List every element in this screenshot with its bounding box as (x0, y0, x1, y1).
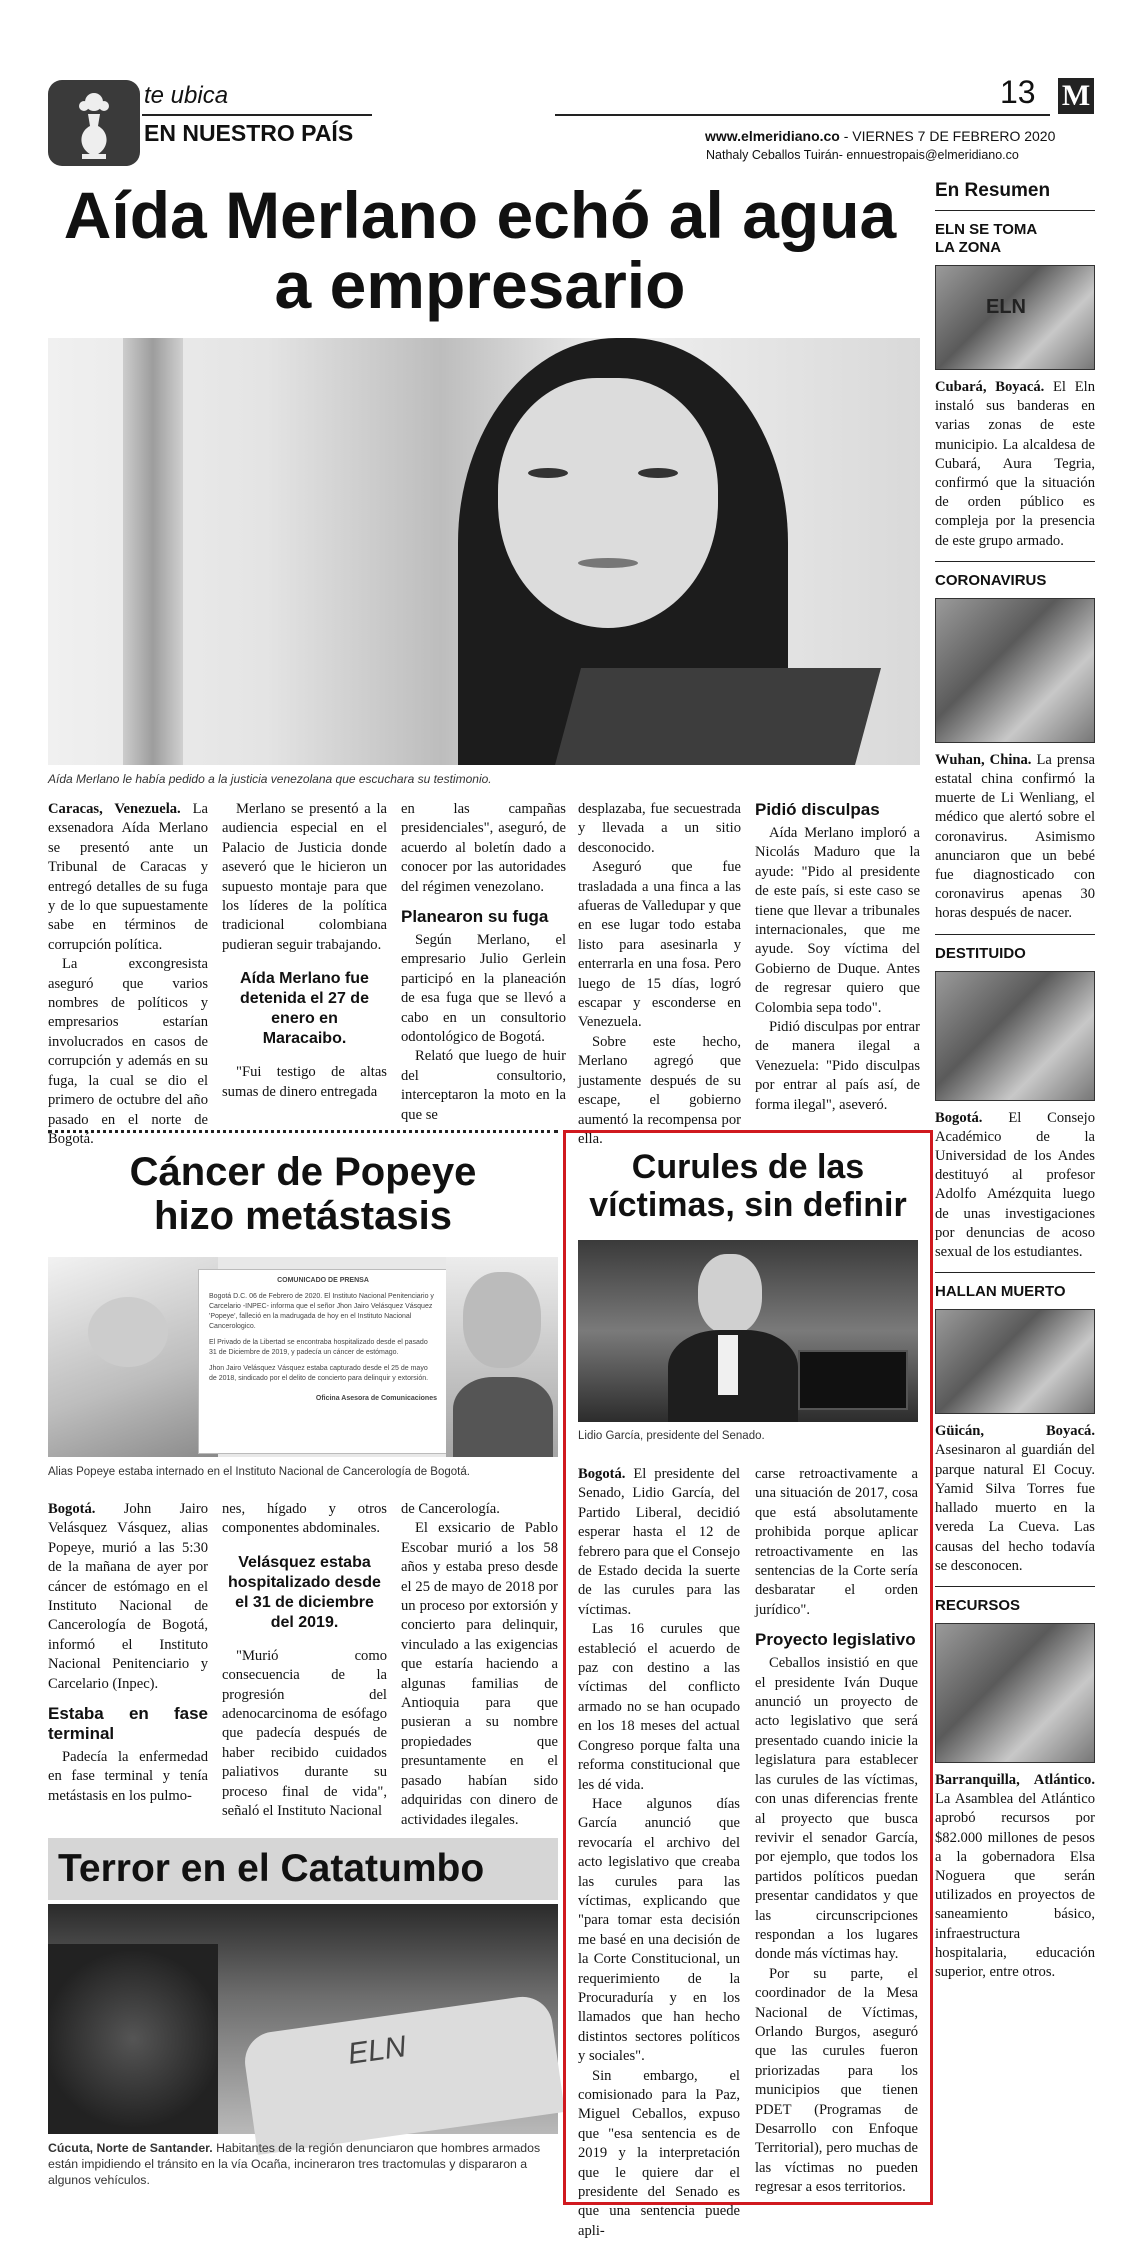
date-line (705, 128, 1055, 144)
issue-date: - VIERNES 7 DE FEBRERO 2020 (839, 128, 1056, 144)
section-divider (48, 1130, 558, 1133)
main-col-1 (48, 800, 208, 1149)
subheading: Planearon su fuga (401, 907, 549, 927)
main-headline: Aída Merlano echó al agua a empresario (63, 178, 897, 322)
main-col3-p3: Relató que luego de huir del consultorio, interceptaron la moto en la que se (401, 1048, 566, 1123)
coronavirus-photo (935, 598, 1095, 743)
popeye-col3-p2: El exsicario de Pablo Escobar murió a los 58 años y estaba preso desde el 25 de mayo de 2018 por un proceso por extorsión y concierto para delinquir, vinculado a las exigencias que estaría haciendo a algunas familias de Antioquia para que pusieran a su nombre propiedades que presuntamente en el pasado habían sido adquiridas con dinero de actividades ilegales. (401, 1520, 558, 1828)
popeye-col1-p2: Padecía la enfermedad en fase terminal y tenía metástasis en los pulmo- (48, 1749, 208, 1804)
merlano-photo (48, 338, 920, 765)
curules-col1-p2: Las 16 curules que estableció el acuerdo de paz con destino a las víctimas del conflicto armado no se han ocupado en los 18 meses del actual Congreso porque falta una reforma constitucional que les dé vida. (578, 1621, 740, 1793)
popeye-headline: Cáncer de Popeye hizo metástasis (129, 1150, 477, 1238)
curules-col2-p1: carse retroactivamente a una situación de 2017, cosa que está absolutamente prohibida porque aplicar retroactivamente en las sentencias de la Corte sería desbaratar el orden jurídico". (755, 1466, 918, 1618)
main-col1-p1: Caracas, Venezuela. La exsenadora Aída Merlano se presentó ante un Tribunal de Caracas y entregó detalles de su fuga y de lo que supuestamente sabe en términos de corrupción política. (48, 801, 208, 953)
curules-col2-p3: Por su parte, el coordinador de la Mesa Nacional de Víctimas, Orlando Burgos, aseguró que las curules fueron priorizadas para los municipios que tienen PDET (Programas de Desarrollo con Enfoque Territorial), pero muchas de las víctimas no pueden regresar a esos territorios. (755, 1965, 918, 2196)
newspaper-logo: M (1058, 78, 1094, 114)
dateline: Caracas, Venezuela. (48, 801, 181, 817)
eln-photo: ELN (935, 265, 1095, 370)
main-col4-p3: Sobre este hecho, Merlano agregó que justamente después de su escape, el gobierno aumentó la recompensa por ella. (578, 1033, 741, 1147)
pull-quote: Velásquez estaba hospitalizado desde el 31 de diciembre del 2019. (228, 1553, 381, 1631)
page-number: 13 (1000, 74, 1036, 110)
sidebar-title: En Resumen (935, 180, 1051, 201)
popeye-photo-caption: Alias Popeye estaba internado en el Instituto Nacional de Cancerología de Bogotá. (48, 1466, 470, 1478)
main-col3-p1: en las campañas presidenciales", aseguró, de acuerdo al boletín dado a conocer por las autoridades del régimen venezolano. (401, 801, 566, 895)
popeye-col-1 (48, 1500, 208, 1806)
main-col1-p2: La excongresista aseguró que varios nombres de políticos y empresarios estarían involucrados en casos de corrupción y además en su fuga, la cual se dio el primero de octubre del año pasado en el norte de Bogotá. (48, 956, 208, 1147)
assembly-photo (935, 1623, 1095, 1763)
catatumbo-photo (48, 1904, 558, 2134)
subheading: Proyecto legislativo (755, 1630, 916, 1650)
subheading: Estaba en fase terminal (48, 1704, 208, 1744)
curules-col2-p2: Ceballos insistió en que el presidente Iván Duque anunció un proyecto de acto legislativo que será presentado cuando inicie la legislatura para establecer las curules de las víctimas, con unas diferencias frente al proyecto que busca revivir el senador García, por ejemplo, que todos los partidos políticos puedan presentar candidatos y que las circunscripciones respondan a los lugares donde más víctimas hay. (755, 1655, 918, 1963)
section-label-small: te ubica (144, 82, 229, 109)
popeye-col3-p1: de Cancerología. (401, 1501, 500, 1517)
sidebar-item-coronavirus: CORONAVIRUS Wuhan, China. La prensa estatal china confirmó la muerte de Li Wenliang, el médico que alertó sobre el coronavirus. Asimismo anunciaron que un bebé fue diagnosticado con coronavirus apenas 30 horas después de nacer. (935, 571, 1095, 922)
sidebar-item-recursos: RECURSOS Barranquilla, Atlántico. La Asamblea del Atlántico aprobó recursos por $82.000 millones de pesos a la gobernadora Elsa Noguera que serán utilizados en proyectos de saneamiento básico, infraestructura hospitalaria, educación superior, entre otros. (935, 1596, 1095, 1980)
garcia-photo (578, 1240, 918, 1422)
main-col-4 (578, 800, 741, 1149)
pull-quote: Aída Merlano fue detenida el 27 de enero en Maracaibo. (240, 970, 369, 1048)
main-col5-p2: Pidió disculpas por entrar de manera ilegal a Venezuela: "Pido disculpas por entrar al país así, de forma ilegal", aseveró. (755, 1019, 920, 1113)
main-col4-p2: Aseguró que fue trasladada a una finca a las afueras de Valledupar y que en ese lugar todo estaba listo para asesinarla y enterrarla en una fosa. Pero luego de 15 días, logró escapar y esconderse en Venezuela. (578, 859, 741, 1031)
main-col-5 (755, 800, 920, 1115)
section-underline (142, 114, 372, 116)
sidebar (935, 180, 1095, 2180)
press-release-doc: COMUNICADO DE PRENSA Bogotá D.C. 06 de Febrero de 2020. El Instituto Nacional Penitenciario y Carcelario -INPEC- informa que el señor Jhon Jairo Velásquez Vásquez 'Popeye', falleció en la madrugada de hoy en el Instituto Nacional Cancerologico. El Privado de la Libertad se encontraba hospitalizado desde el pasado 31 de Diciembre de 2019, y padecía un cáncer de estómago. Jhon Jairo Velásquez Vásquez estaba capturado desde el 25 de mayo de 2018, sindicado por el delito de concierto para delinquir y extorsión. Oficina Asesora de Comunicaciones (198, 1269, 448, 1454)
curules-col1-p4: Sin embargo, el comisionado para la Paz, Miguel Ceballos, expuso que "esa sentencia es de 2019 y la interpretación que le quiere dar el presidente del Senado es que una sentencia puede apli- (578, 2067, 740, 2239)
section-logo-icon (48, 80, 140, 166)
catatumbo-headline: Terror en el Catatumbo (58, 1847, 485, 1890)
main-col2-p2: "Fui testigo de altas sumas de dinero entregada (222, 1064, 387, 1100)
catatumbo-caption: Cúcuta, Norte de Santander. Habitantes de la región denunciaron que hombres armados están impidiendo el tránsito en la vía Ocaña, incineraron tres tractomulas y dispararon a algunos vehículos. (48, 2141, 541, 2187)
catatumbo-headline-bar (48, 1838, 558, 1900)
popeye-col2-p2: "Murió como consecuencia de la progresión del adenocarcinoma de esófago que padecía después de haber recibido cuidados paliativos durante su proceso final de vida", señaló el Instituto Nacional (222, 1647, 387, 1820)
main-col-3 (401, 800, 566, 1125)
site-url[interactable]: www.elmeridiano.co (705, 128, 840, 144)
main-col2-p1: Merlano se presentó a la audiencia especial en el Palacio de Justicia donde aseveró que le hicieron un supuesto montaje para que los líderes de la política tradicional colombiana pudieran seguir trabajando. (222, 801, 387, 953)
header-rule (555, 114, 1050, 116)
main-col5-p1: Aída Merlano imploró a Nicolás Maduro que la ayude: "Pido al presidente de este país, si este caso se tiene que llevar a tribunales internacionales, que me ayude. Soy víctima del Gobierno de Duque. Antes de regresar quiero que Colombia sepa todo". (755, 825, 920, 1016)
popeye-photo (48, 1257, 558, 1457)
popeye-col-3 (401, 1500, 558, 1830)
curules-col-2 (755, 1465, 918, 2198)
main-photo-caption: Aída Merlano le había pedido a la justicia venezolana que escuchara su testimonio. (48, 772, 492, 786)
section-label-big: EN NUESTRO PAÍS (144, 120, 354, 146)
curules-headline: Curules de las víctimas, sin definir (589, 1148, 907, 1224)
subheading: Pidió disculpas (755, 800, 880, 819)
sidebar-item-eln: ELN SE TOMA LA ZONA ELN Cubará, Boyacá. El Eln instaló sus banderas en varias zonas de este municipio. La alcaldesa de Cubará, Aura Tegria, confirmó que la situación de orden público es compleja por la presencia de este grupo armado. (935, 221, 1095, 549)
popeye-col-2 (222, 1500, 387, 1821)
sidebar-item-destituido: DESTITUIDO Bogotá. El Consejo Académico de la Universidad de los Andes destituyó al profesor Adolfo Amézquita luego de unas investigaciones por denuncias de acoso sexual de los estudiantes. (935, 944, 1095, 1261)
victim-photo (935, 1309, 1095, 1414)
curules-col1-p3: Hace algunos días García anunció que revocaría el archivo del acto legislativo que creaba las curules para las víctimas, explicando que "para tomar esta decisión me basé en una decisión de la Corte Constitucional, un requerimiento de la Procuraduría y en los llamados que han hecho distintos sectores políticos y sociales". (578, 1795, 740, 2065)
author-line: Nathaly Ceballos Tuirán- ennuestropais@elmeridiano.co (706, 148, 1019, 162)
sidebar-item-hallan-muerto: HALLAN MUERTO Güicán, Boyacá. Asesinaron al guardián del parque natural El Cocuy. Yamid Silva Torres fue hallado muerto en la vereda La Cueva. Las causas del hecho todavía se desconocen. (935, 1283, 1095, 1574)
main-col4-p1: desplazaba, fue secuestrada y llevada a un sitio desconocido. (578, 801, 741, 856)
graffiti-text: ELN (345, 2030, 409, 2071)
curules-col1-p1: Bogotá. El presidente del Senado, Lidio García, del Partido Liberal, decidió esperar hasta el 12 de febrero para que el Consejo de Estado decida la suerte de las curules para las víctimas. (578, 1466, 740, 1618)
main-col-2 (222, 800, 387, 1102)
curules-col-1 (578, 1465, 740, 2241)
main-col3-p2: Según Merlano, el empresario Julio Gerlein participó en la planeación de esa fuga que se llevó a cabo en un consultorio odontológico de Bogotá. (401, 932, 566, 1046)
popeye-col1-p1: Bogotá. John Jairo Velásquez Vásquez, alias Popeye, murió a las 5:30 de la mañana de ayer por cáncer de estómago en el Instituto Nacional de Cancerología de Bogotá, informó el Instituto Nacional Penitenciario y Carcelario (Inpec). (48, 1501, 208, 1692)
garcia-caption: Lidio García, presidente del Senado. (578, 1430, 765, 1442)
university-photo (935, 971, 1095, 1101)
popeye-col2-p1: nes, hígado y otros componentes abdominales. (222, 1501, 387, 1537)
